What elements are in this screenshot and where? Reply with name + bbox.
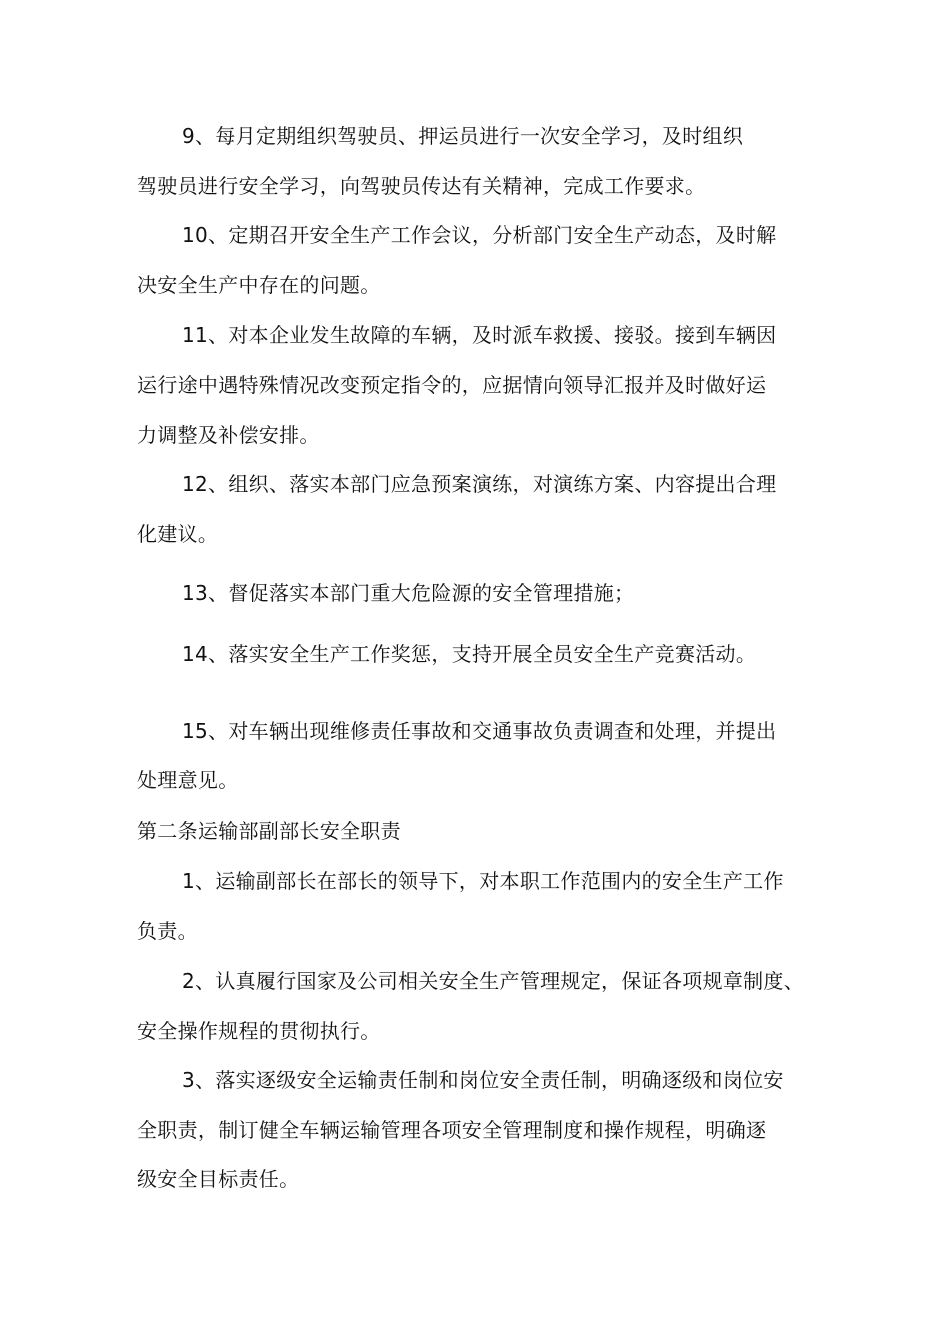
paragraph-15-line-1: 15、对车辆出现维修责任事故和交通事故负责调查和处理，并提出 [182,719,777,743]
paragraph-10-line-2: 决安全生产中存在的问题。 [137,273,381,297]
paragraph-14: 14、落实安全生产工作奖惩，支持开展全员安全生产竞赛活动。 [182,642,757,666]
paragraph-9-line-1: 9、每月定期组织驾驶员、押运员进行一次安全学习，及时组织 [182,124,744,148]
paragraph-13: 13、督促落实本部门重大危险源的安全管理措施； [182,581,635,605]
paragraph-10-line-1: 10、定期召开安全生产工作会议，分析部门安全生产动态，及时解 [182,223,777,247]
item-3-line-2: 全职责，制订健全车辆运输管理各项安全管理制度和操作规程，明确逐 [137,1118,767,1142]
item-3-line-3: 级安全目标责任。 [137,1167,300,1191]
item-2-line-2: 安全操作规程的贯彻执行。 [137,1019,381,1043]
item-1-line-1: 1、运输副部长在部长的领导下，对本职工作范围内的安全生产工作 [182,869,784,893]
item-1-line-2: 负责。 [137,919,198,943]
item-2-line-1: 2、认真履行国家及公司相关安全生产管理规定，保证各项规章制度、 [182,969,805,993]
section-heading: 第二条运输部副部长安全职责 [137,819,401,843]
paragraph-15-line-2: 处理意见。 [137,768,239,792]
paragraph-12-line-1: 12、组织、落实本部门应急预案演练，对演练方案、内容提出合理 [182,472,777,496]
paragraph-11-line-1: 11、对本企业发生故障的车辆，及时派车救援、接驳。接到车辆因 [182,323,777,347]
paragraph-9-line-2: 驾驶员进行安全学习，向驾驶员传达有关精神，完成工作要求。 [137,174,706,198]
item-3-line-1: 3、落实逐级安全运输责任制和岗位安全责任制，明确逐级和岗位安 [182,1068,784,1092]
paragraph-11-line-2: 运行途中遇特殊情况改变预定指令的，应据情向领导汇报并及时做好运 [137,373,767,397]
paragraph-11-line-3: 力调整及补偿安排。 [137,423,320,447]
paragraph-12-line-2: 化建议。 [137,522,219,546]
